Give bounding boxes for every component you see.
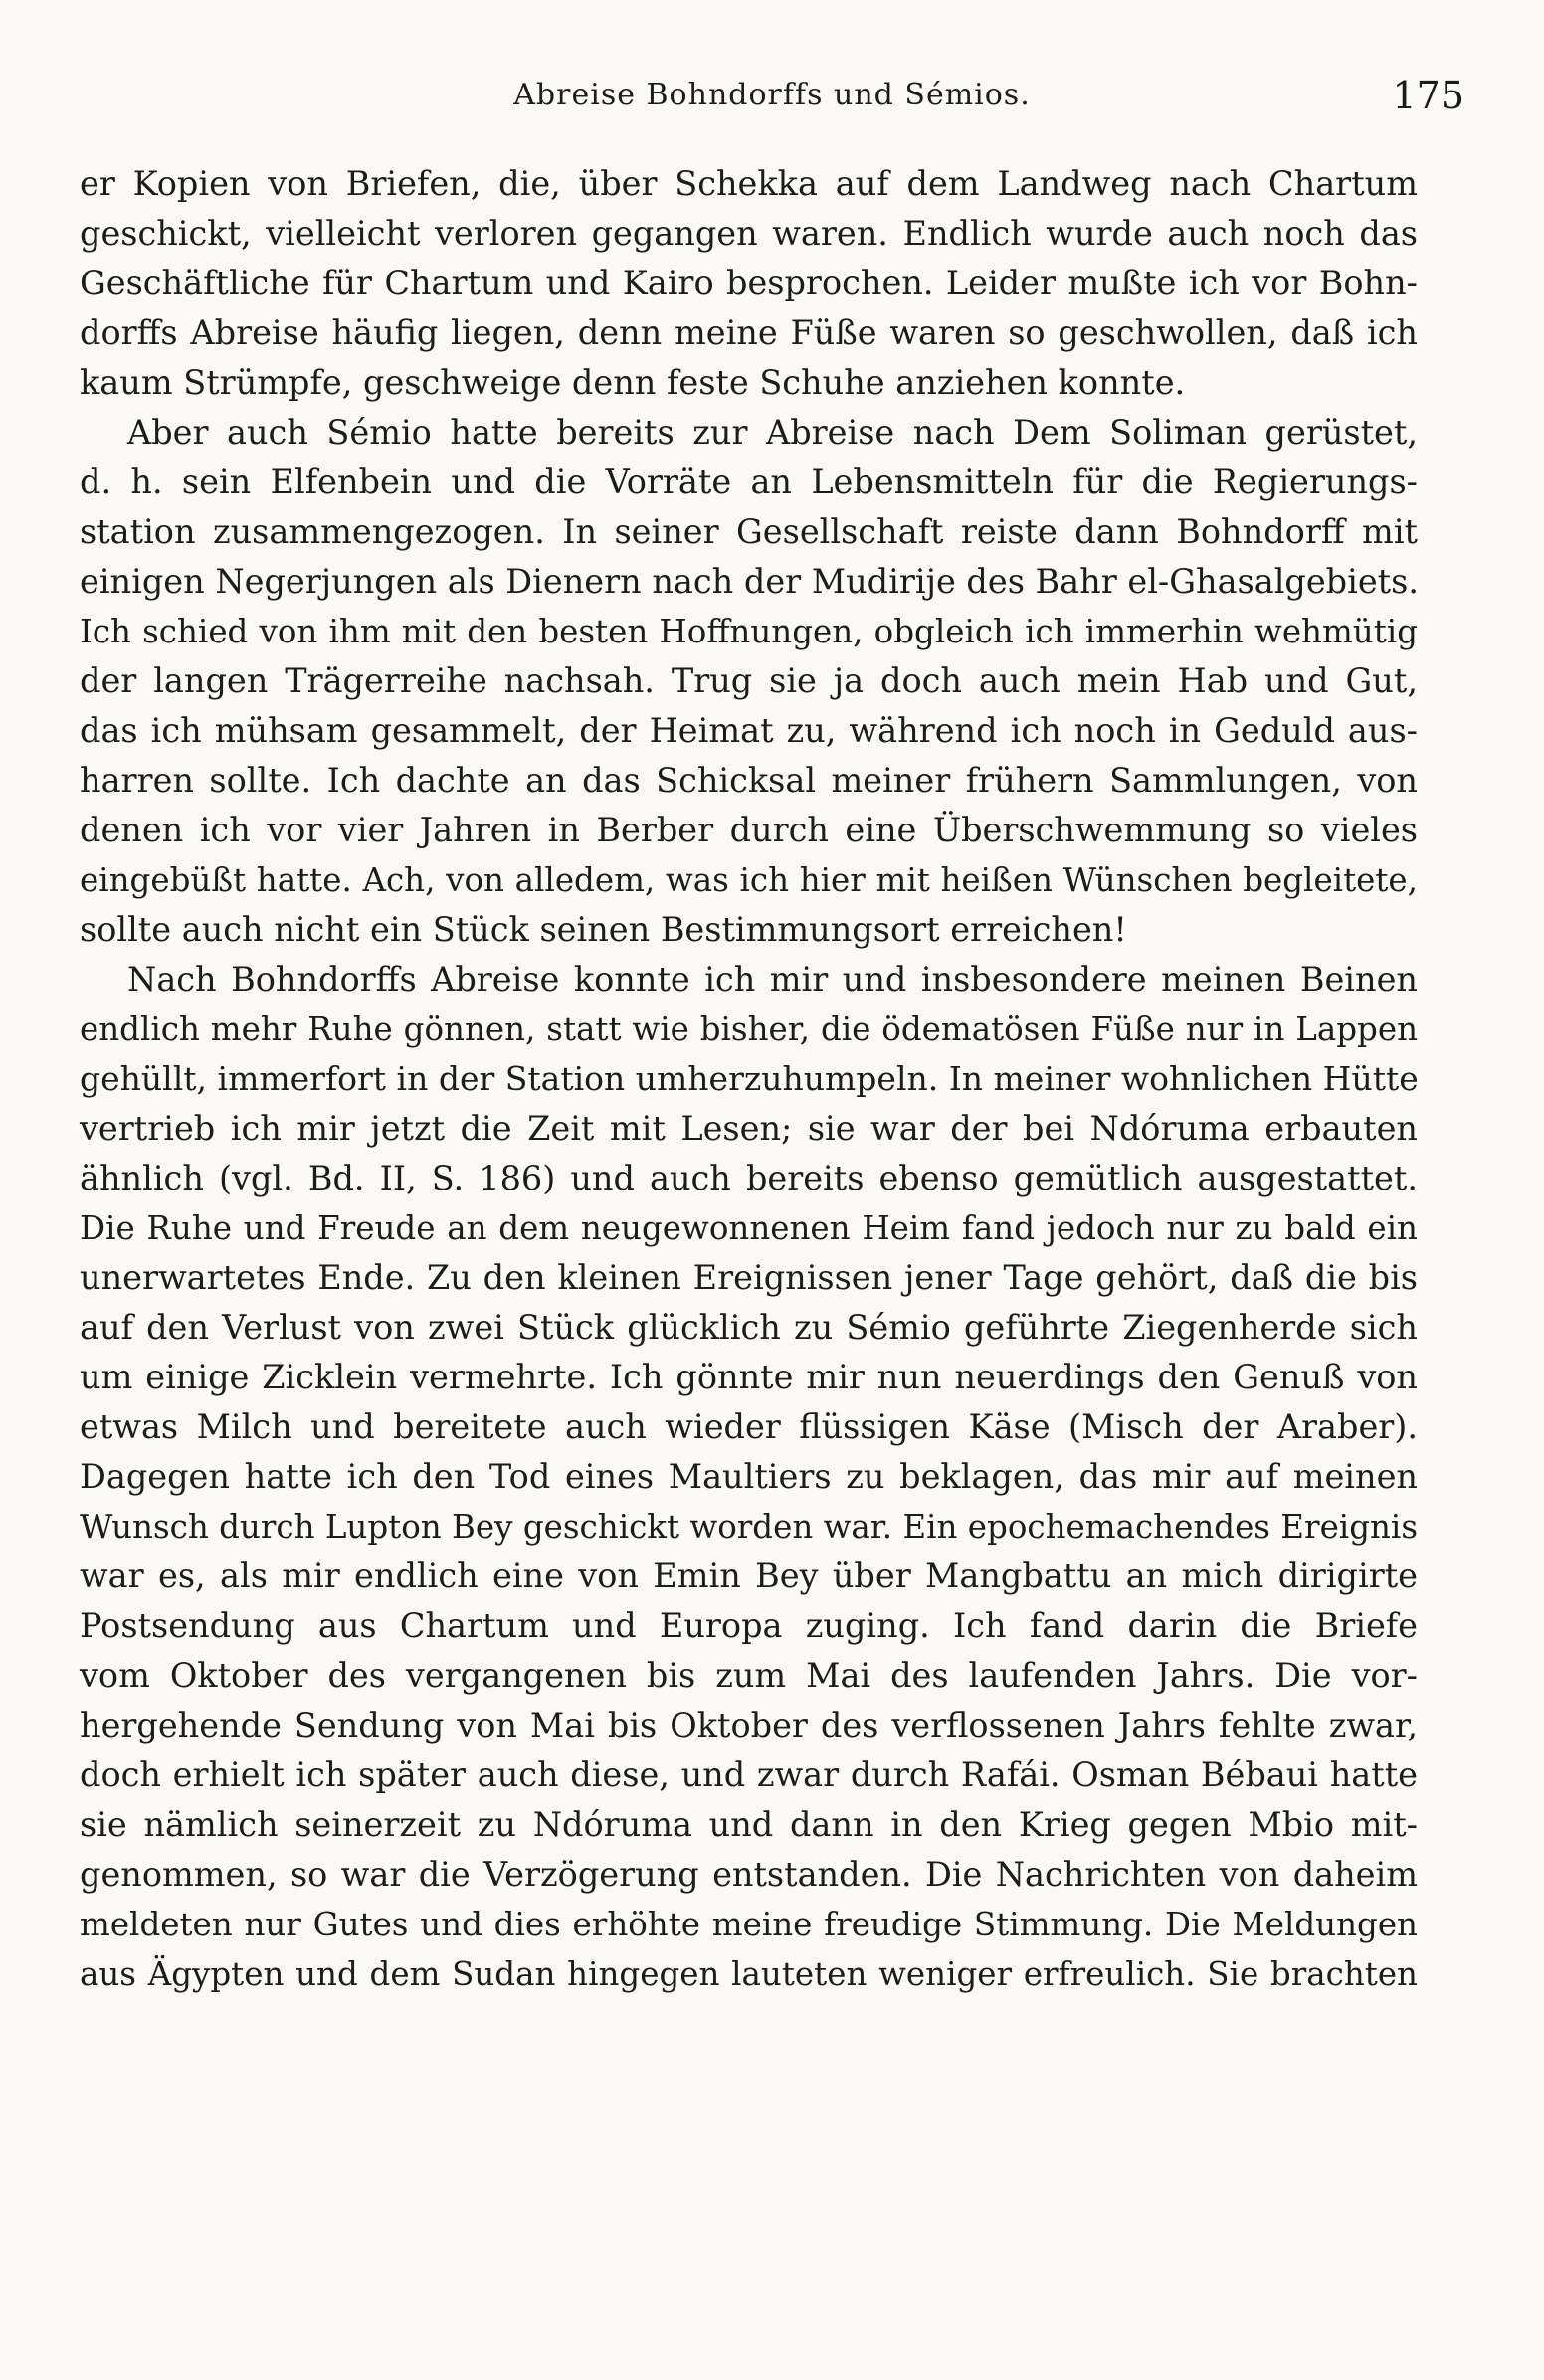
text-line: station zusammengezogen. In seiner Gesellschaft reiste dann Bohndorff mit [80,512,1418,551]
text-line: Die Ruhe und Freude an dem neugewonnenen Heim fand jedoch nur zu bald ein [80,1209,1418,1247]
running-title: Abreise Bohndorffs und Sémios. [513,78,1031,112]
text-line: Ich schied von ihm mit den besten Hoffnungen, obgleich ich immerhin wehmütig [80,613,1418,650]
text-line: harren sollte. Ich dachte an das Schicksal meiner frühern Sammlungen, von [80,761,1418,800]
text-line: das ich mühsam gesammelt, der Heimat zu, während ich noch in Geduld aus- [80,711,1418,750]
text-line: d. h. sein Elfenbein und die Vorräte an Lebensmitteln für die Regierungs- [80,462,1418,501]
text-line: Postsendung aus Chartum und Europa zuging. Ich fand darin die Briefe [80,1606,1418,1645]
text-line: hergehende Sendung von Mai bis Oktober des verflossenen Jahrs fehlte zwar, [80,1706,1418,1744]
text-line: geschickt, vielleicht verloren gegangen waren. Endlich wurde auch noch das [80,214,1418,253]
text-line: gehüllt, immerfort in der Station umherzuhumpeln. In meiner wohnlichen Hütte [80,1059,1419,1098]
text-line: der langen Trägerreihe nachsah. Trug sie ja doch auch mein Hab und Gut, [80,661,1418,700]
text-line: um einige Zicklein vermehrte. Ich gönnte mir nun neuerdings den Genuß von [80,1358,1418,1396]
text-line: Geschäftliche für Chartum und Kairo besprochen. Leider mußte ich vor Bohn- [80,264,1418,302]
text-line: meldeten nur Gutes und dies erhöhte meine freudige Stimmung. Die Meldungen [80,1906,1418,1943]
text-line: kaum Strümpfe, geschweige denn feste Schuhe anziehen konnte. [80,363,1186,402]
text-line: aus Ägypten und dem Sudan hingegen lauteten weniger erfreulich. Sie brachten [80,1955,1418,1993]
text-line: Nach Bohndorffs Abreise konnte ich mir und insbesondere meinen Beinen [127,960,1418,999]
text-line: sollte auch nicht ein Stück seinen Bestimmungsort erreichen! [80,910,1127,949]
text-line: Aber auch Sémio hatte bereits zur Abreise nach Dem Soliman gerüstet, [127,413,1418,452]
text-line: vertrieb ich mir jetzt die Zeit mit Lesen; sie war der bei Ndóruma erbauten [80,1109,1418,1148]
text-line: war es, als mir endlich eine von Emin Bey über Mangbattu an mich dirigirte [80,1556,1418,1595]
text-line: dorffs Abreise häufig liegen, denn meine Füße waren so geschwollen, daß ich [80,313,1418,352]
text-line: endlich mehr Ruhe gönnen, statt wie bisher, die ödematösen Füße nur in Lappen [80,1010,1418,1048]
text-line: denen ich vor vier Jahren in Berber durch eine Überschwemmung so vieles [80,811,1418,849]
text-line: einigen Negerjungen als Dienern nach der Mudirije des Bahr el-Ghasalgebiets. [80,562,1419,601]
text-line: unerwartetes Ende. Zu den kleinen Ereignissen jener Tage gehört, daß die bis [80,1258,1418,1297]
text-line: doch erhielt ich später auch diese, und zwar durch Rafái. Osman Bébaui hatte [80,1755,1418,1794]
text-line: ähnlich (vgl. Bd. II, S. 186) und auch bereits ebenso gemütlich ausgestattet. [80,1159,1418,1197]
text-line: eingebüßt hatte. Ach, von alledem, was ich hier mit heißen Wünschen begleitete, [80,861,1418,899]
text-line: auf den Verlust von zwei Stück glücklich zu Sémio geführte Ziegenherde sich [80,1308,1418,1347]
page-number: 175 [1392,74,1464,117]
text-line: vom Oktober des vergangenen bis zum Mai des laufenden Jahrs. Die vor- [80,1656,1418,1695]
running-head [80,72,1464,119]
body-text [80,159,1418,1999]
text-line: Wunsch durch Lupton Bey geschickt worden war. Ein epochemachendes Ereignis [80,1508,1419,1546]
text-line: etwas Milch und bereitete auch wieder flüssigen Käse (Misch der Araber). [80,1407,1418,1446]
text-line: sie nämlich seinerzeit zu Ndóruma und dann in den Krieg gegen Mbio mit- [80,1805,1418,1844]
text-line: genommen, so war die Verzögerung entstanden. Die Nachrichten von daheim [80,1855,1418,1894]
text-line: Dagegen hatte ich den Tod eines Maultiers zu beklagen, das mir auf meinen [80,1457,1418,1496]
text-line: er Kopien von Briefen, die, über Schekka auf dem Landweg nach Chartum [80,164,1418,203]
